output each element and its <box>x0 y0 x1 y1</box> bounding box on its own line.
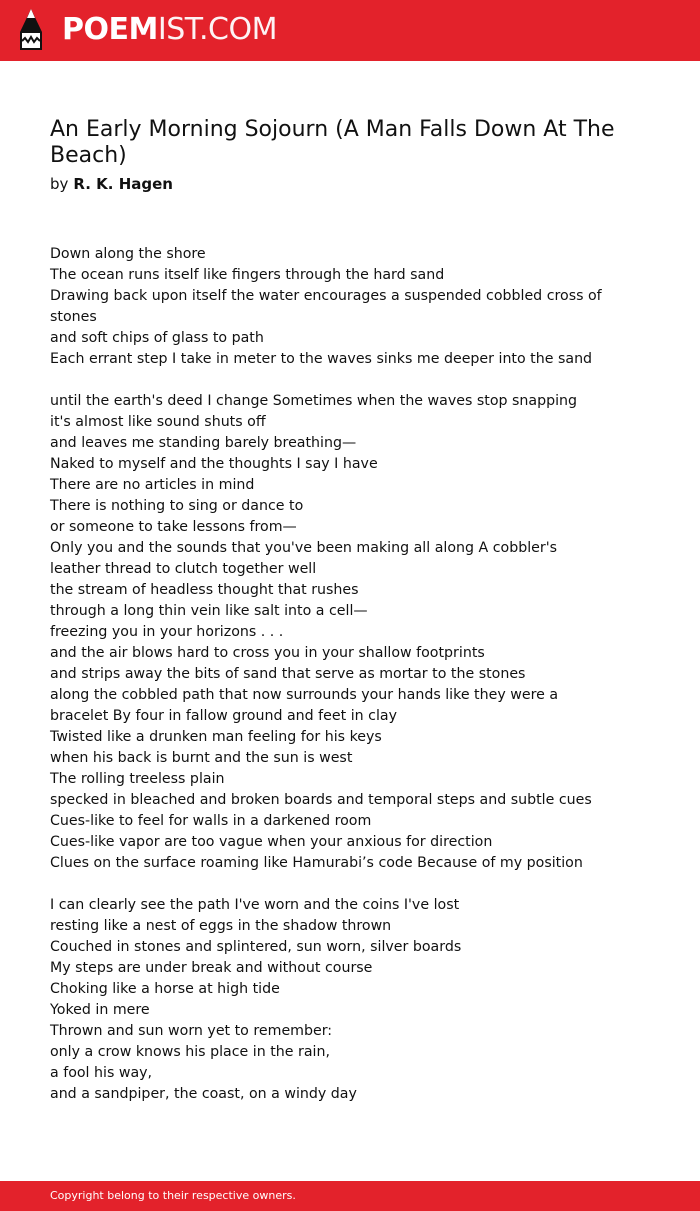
poem-line: the stream of headless thought that rushes <box>50 582 359 598</box>
site-footer <box>0 1181 700 1211</box>
poem-line: Thrown and sun worn yet to remember: <box>50 1023 333 1039</box>
poem-line: along the cobbled path that now surrounds your hands like they were a <box>50 687 559 703</box>
poem-line: Down along the shore <box>50 246 206 262</box>
stanza-break <box>50 874 660 895</box>
poem-line: specked in bleached and broken boards and temporal steps and subtle cues <box>50 792 592 808</box>
poem-line: Couched in stones and splintered, sun worn, silver boards <box>50 939 462 955</box>
stanza-break <box>50 370 660 391</box>
poem-line: The ocean runs itself like fingers through the hard sand <box>50 267 445 283</box>
poem-line: Cues-like vapor are too vague when your anxious for direction <box>50 834 493 850</box>
byline <box>50 174 173 194</box>
copyright-text: Copyright belong to their respective owners. <box>50 1189 296 1202</box>
poem-line: There is nothing to sing or dance to <box>50 498 304 514</box>
poem-line: The rolling treeless plain <box>50 771 225 787</box>
poem-line: bracelet By four in fallow ground and feet in clay <box>50 708 397 724</box>
poem-line: Cues-like to feel for walls in a darkened room <box>50 813 372 829</box>
poem-line: Naked to myself and the thoughts I say I have <box>50 456 378 472</box>
site-logo[interactable] <box>62 10 277 50</box>
poem-line: My steps are under break and without course <box>50 960 373 976</box>
poem-line: Choking like a horse at high tide <box>50 981 280 997</box>
poem-line: I can clearly see the path I've worn and the coins I've lost <box>50 897 460 913</box>
poem-line: until the earth's deed I change Sometimes when the waves stop snapping <box>50 393 578 409</box>
poem-line: through a long thin vein like salt into a cell— <box>50 603 368 619</box>
poem-line: and the air blows hard to cross you in your shallow footprints <box>50 645 485 661</box>
author-name[interactable]: R. K. Hagen <box>73 175 173 193</box>
poem-line: Yoked in mere <box>50 1002 150 1018</box>
logo-light-text: IST.COM <box>157 12 277 47</box>
poem-line: and leaves me standing barely breathing— <box>50 435 357 451</box>
poem-line: leather thread to clutch together well <box>50 561 317 577</box>
poem-body <box>50 244 660 1105</box>
poem-line: Twisted like a drunken man feeling for his keys <box>50 729 382 745</box>
poem-line: resting like a nest of eggs in the shadow thrown <box>50 918 392 934</box>
poem-line: and strips away the bits of sand that serve as mortar to the stones <box>50 666 526 682</box>
by-label: by <box>50 175 69 193</box>
poem-line: when his back is burnt and the sun is west <box>50 750 353 766</box>
poem-line: There are no articles in mind <box>50 477 255 493</box>
poem-line: only a crow knows his place in the rain, <box>50 1044 330 1060</box>
poem-line: Only you and the sounds that you've been making all along A cobbler's <box>50 540 558 556</box>
poem-line: Drawing back upon itself the water encourages a suspended cobbled cross of <box>50 288 602 304</box>
logo-bold-text: POEM <box>62 12 158 47</box>
poem-line: Each errant step I take in meter to the waves sinks me deeper into the sand <box>50 351 593 367</box>
poem-title: An Early Morning Sojourn (A Man Falls Down At The Beach) <box>50 117 615 168</box>
poem-line: and soft chips of glass to path <box>50 330 264 346</box>
poem-line: or someone to take lessons from— <box>50 519 297 535</box>
pencil-tip-icon <box>17 8 45 52</box>
poem-line: it's almost like sound shuts off <box>50 414 266 430</box>
site-header <box>0 0 700 61</box>
poem-line: and a sandpiper, the coast, on a windy day <box>50 1086 357 1102</box>
poem-line: Clues on the surface roaming like Hamurabi’s code Because of my position <box>50 855 583 871</box>
poem-line: a fool his way, <box>50 1065 153 1081</box>
poem-line: stones <box>50 309 97 325</box>
poem-line: freezing you in your horizons . . . <box>50 624 284 640</box>
